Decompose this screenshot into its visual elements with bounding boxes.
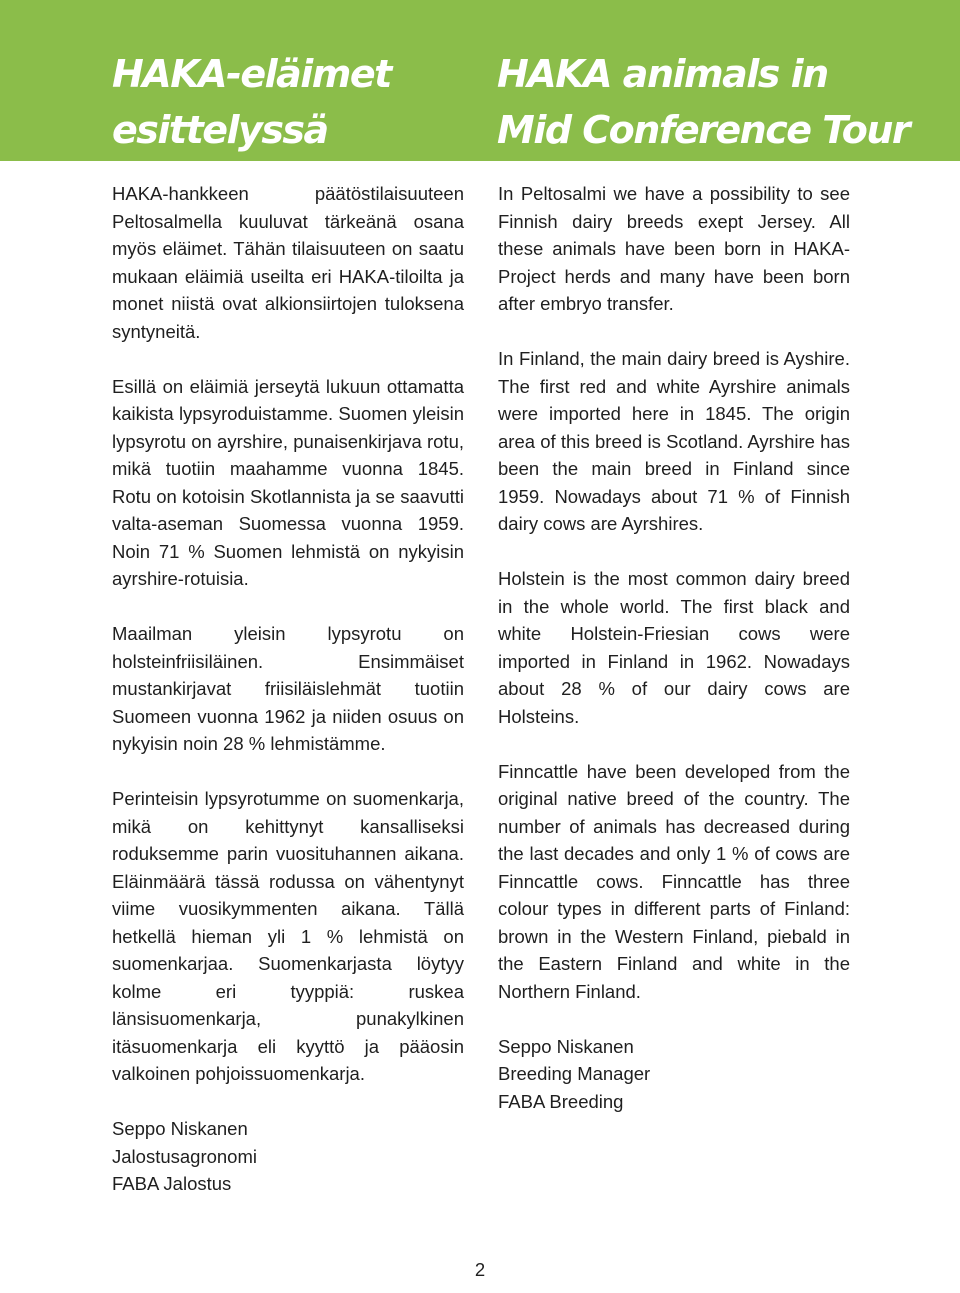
english-title-line-2: Mid Conference Tour xyxy=(497,108,910,152)
page-number: 2 xyxy=(474,1259,486,1280)
finnish-title-line-2: esittelyssä xyxy=(112,108,328,152)
finnish-column xyxy=(112,180,464,1198)
finnish-signature xyxy=(112,1115,464,1198)
english-signature xyxy=(498,1033,850,1116)
english-title xyxy=(497,46,909,158)
english-column xyxy=(498,180,850,1115)
signature-org: FABA Breeding xyxy=(498,1090,624,1112)
signature-name: Seppo Niskanen xyxy=(498,1035,634,1057)
finnish-paragraph-4: Perinteisin lypsyrotumme on suomenkarja, mikä on kehittynyt kansalliseksi roduksemme parin vuosituhannen aikana. Eläinmäärä tässä rodussa on vähentynyt viime vuosikymmenten aikana. Tällä hetkellä hieman yli 1 % lehmistä on suomenkarjaa. Suomenkarjasta löytyy kolme eri tyyppiä: ruskea länsisuomenkarja, punakylkinen itäsuomenkarja eli kyyttö ja pääosin valkoinen pohjoissuomenkarja. xyxy=(112,788,464,1084)
finnish-paragraph-2: Esillä on eläimiä jerseytä lukuun ottamatta kaikista lypsyroduistamme. Suomen yleisin lypsyrotu on ayrshire, punaisenkirjava rotu, mikä tuotiin maahamme vuonna 1845. Rotu on kotoisin Skotlannista ja se saavutti valta-aseman Suomessa vuonna 1959. Noin 71 % Suomen lehmistä on nykyisin ayrshire-rotuisia. xyxy=(112,375,464,589)
finnish-paragraph-1: HAKA-hankkeen päätöstilaisuuteen Peltosalmella kuuluvat tärkeänä osana myös eläimet. Tähän tilaisuuteen on saatu mukaan eläimiä useilta eri HAKA-tiloilta ja monet niistä ovat alkionsiirtojen tuloksena syntyneitä. xyxy=(112,183,464,342)
english-paragraph-4: Finncattle have been developed from the original native breed of the country. The number of animals has decreased during the last decades and only 1 % of cows are Finncattle cows. Finncattle has three colour types in different parts of Finland: brown in the Western Finland, piebald in the Eastern Finland and white in the Northern Finland. xyxy=(498,760,850,1002)
signature-org: FABA Jalostus xyxy=(112,1173,232,1194)
finnish-title xyxy=(112,46,391,158)
signature-role: Breeding Manager xyxy=(498,1063,651,1084)
english-paragraph-2: In Finland, the main dairy breed is Ayshire. The first red and white Ayrshire animals were imported here in 1845. The origin area of this breed is Scotland. Ayrshire has been the main breed in Finland since 1959. Nowadays about 71 % of Finnish dairy cows are Ayrshires. xyxy=(498,348,850,534)
finnish-title-line-1: HAKA-eläimet xyxy=(112,52,391,96)
finnish-paragraph-3: Maailman yleisin lypsyrotu on holsteinfriisiläinen. Ensimmäiset mustankirjavat friisiläislehmät tuotiin Suomeen vuonna 1962 ja niiden osuus on nykyisin noin 28 % lehmistämme. xyxy=(112,623,464,754)
signature-role: Jalostusagronomi xyxy=(112,1145,257,1167)
english-paragraph-3: Holstein is the most common dairy breed in the whole world. The first black and white Holstein-Friesian cows were imported in Finland in 1962. Nowadays about 28 % of our dairy cows are Holsteins. xyxy=(498,568,850,727)
english-title-line-1: HAKA animals in xyxy=(497,52,828,96)
signature-name: Seppo Niskanen xyxy=(112,1118,248,1139)
english-paragraph-1: In Peltosalmi we have a possibility to see Finnish dairy breeds exept Jersey. All these animals have been born in HAKA-Project herds and many have been born after embryo transfer. xyxy=(498,183,850,314)
